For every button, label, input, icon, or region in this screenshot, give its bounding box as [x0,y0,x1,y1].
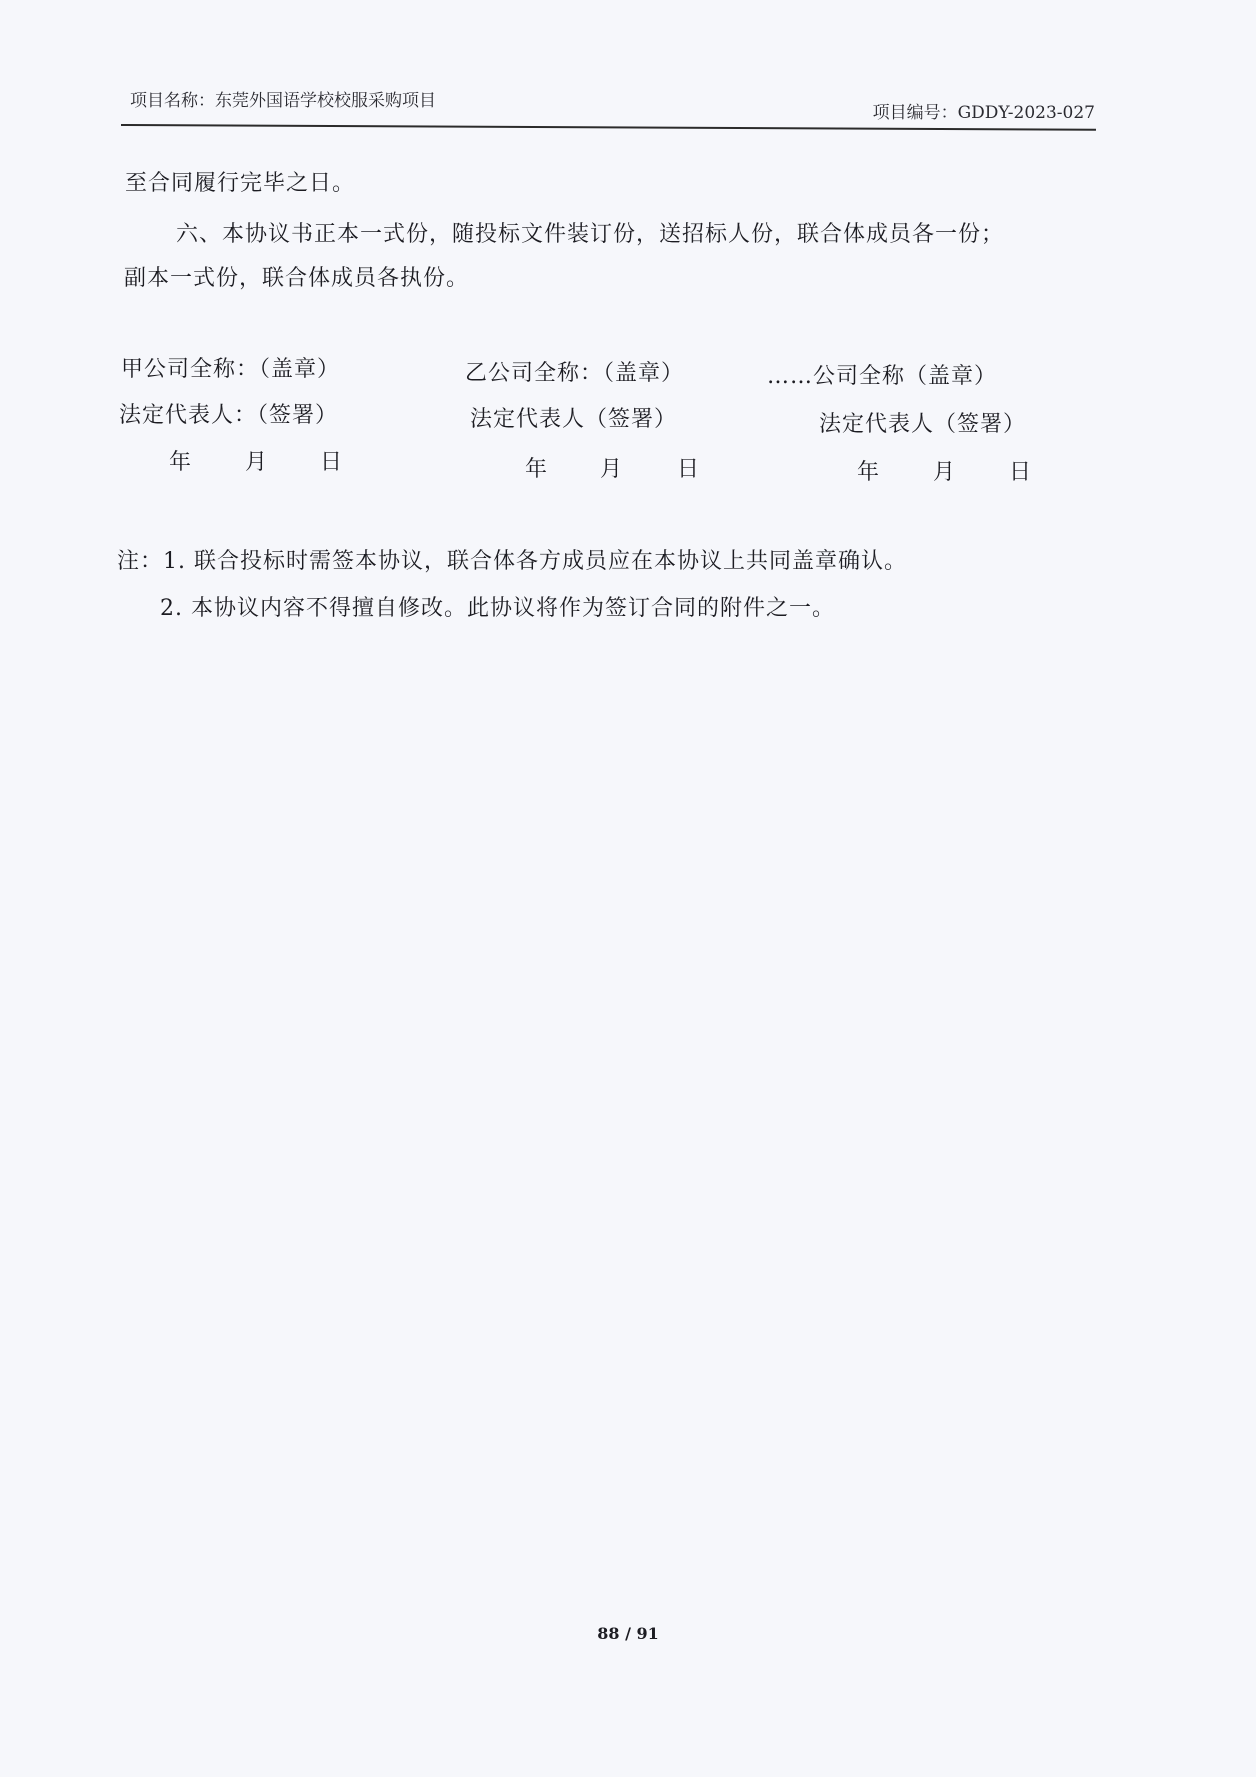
party-c-year: 年 [857,460,881,485]
clause-6-line-1: 六、本协议书正本一式份，随投标文件装订份，送招标人份，联合体成员各一份； [176,222,1005,247]
body-line-1: 至合同履行完毕之日。 [125,171,356,196]
party-a-name: 甲公司全称：（盖章） [121,357,341,382]
party-c-rep: 法定代表人（签署） [819,412,1027,437]
note-1: 注：1. 联合投标时需签本协议，联合体各方成员应在本协议上共同盖章确认。 [117,549,907,574]
party-b-day: 日 [677,457,701,482]
party-b-name: 乙公司全称：（盖章） [465,361,685,386]
header-project-name: 项目名称：东莞外国语学校校服采购项目 [130,91,436,111]
party-a-year: 年 [169,450,193,475]
note-2: 2. 本协议内容不得擅自修改。此协议将作为签订合同的附件之一。 [160,596,835,621]
party-b-month: 月 [600,457,624,482]
party-c-day: 日 [1009,460,1033,485]
page-number: 88 / 91 [597,1624,659,1643]
party-b-year: 年 [525,457,549,482]
party-a-rep: 法定代表人：（签署） [119,403,339,428]
header-project-code: 项目编号：GDDY-2023-027 [872,103,1095,123]
party-b-rep: 法定代表人（签署） [470,407,678,432]
clause-6-line-2: 副本一式份，联合体成员各执份。 [124,266,470,291]
party-a-month: 月 [245,450,269,475]
party-c-name: ……公司全称（盖章） [767,364,998,389]
header-rule [121,124,1096,131]
party-c-month: 月 [933,460,957,485]
party-a-day: 日 [320,450,344,475]
